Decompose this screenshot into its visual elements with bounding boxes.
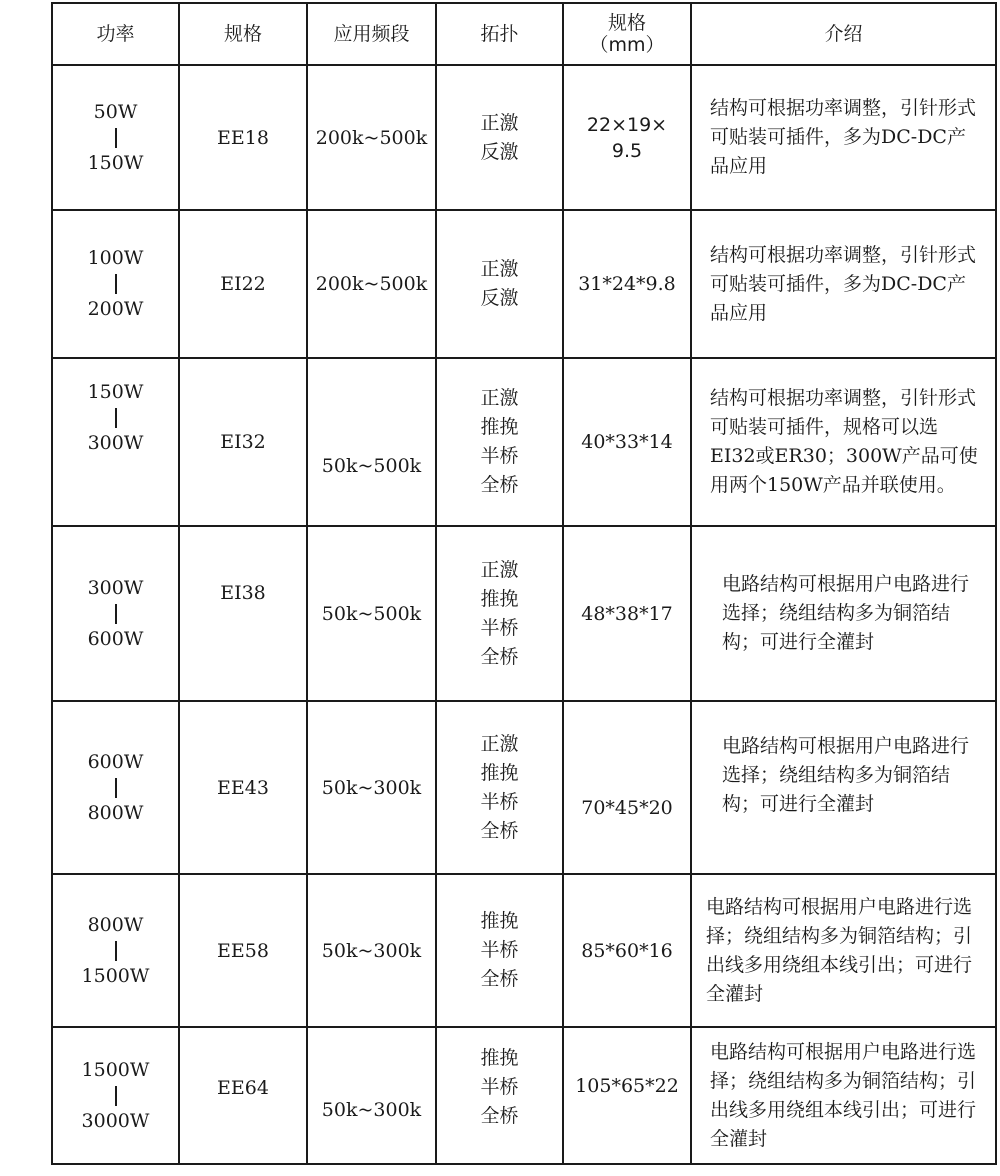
- header-size-line1: 规格: [607, 12, 646, 34]
- power-max: 200W: [87, 298, 144, 320]
- range-bar-icon: [115, 1086, 117, 1106]
- table-row: [52, 701, 996, 874]
- spec-cell: EI22: [179, 210, 307, 358]
- header-spec: 规格: [179, 3, 307, 65]
- power-min: 600W: [87, 750, 144, 773]
- spec-cell: EE18: [179, 65, 307, 210]
- power-max: 1500W: [81, 964, 150, 987]
- topology-item: 正激: [480, 387, 519, 409]
- topology-cell: [436, 1027, 563, 1164]
- transformer-spec-table: [51, 2, 997, 1165]
- size-cell: 85*60*16: [563, 874, 691, 1027]
- topology-item: 推挽: [480, 587, 519, 610]
- power-cell: [52, 701, 179, 874]
- power-cell: [52, 874, 179, 1027]
- size-cell: 31*24*9.8: [563, 210, 691, 358]
- table-row: [52, 526, 996, 701]
- topology-cell: [436, 65, 563, 210]
- power-max: 800W: [87, 801, 144, 824]
- topology-cell: [436, 210, 563, 358]
- power-max: 600W: [87, 627, 144, 650]
- spec-cell: EE43: [179, 701, 307, 874]
- topology-item: 全桥: [480, 1105, 519, 1127]
- power-max: 3000W: [81, 1109, 150, 1132]
- power-min: 50W: [93, 100, 138, 123]
- size-cell: 48*38*17: [563, 526, 691, 701]
- power-cell: [52, 358, 179, 526]
- header-topology: 拓扑: [436, 3, 563, 65]
- power-cell: [52, 1027, 179, 1164]
- intro-cell: 电路结构可根据用户电路进行选择；绕组结构多为铜箔结构；可进行全灌封: [691, 701, 996, 874]
- power-cell: [52, 526, 179, 701]
- topology-item: 全桥: [480, 474, 519, 496]
- intro-cell: 电路结构可根据用户电路进行选择；绕组结构多为铜箔结构；引出线多用绕组本线引出；可进行全灌封: [691, 874, 996, 1027]
- power-min: 100W: [87, 247, 144, 269]
- topology-item: 推挽: [480, 416, 519, 438]
- freq-cell: 50k~300k: [307, 874, 436, 1027]
- topology-item: 正激: [480, 258, 519, 280]
- header-freq: 应用频段: [307, 3, 436, 65]
- topology-item: 推挽: [480, 910, 519, 932]
- intro-cell: 电路结构可根据用户电路进行选择；绕组结构多为铜箔结构；引出线多用绕组本线引出；可进行全灌封: [691, 1027, 996, 1164]
- topology-cell: [436, 701, 563, 874]
- topology-item: 全桥: [480, 645, 519, 668]
- topology-item: 正激: [480, 558, 519, 581]
- header-size-line2: （mm）: [589, 34, 665, 56]
- header-size: [563, 3, 691, 65]
- range-bar-icon: [115, 128, 117, 148]
- topology-cell: [436, 358, 563, 526]
- range-bar-icon: [115, 274, 117, 294]
- table-row: [52, 210, 996, 358]
- header-power: 功率: [52, 3, 179, 65]
- range-bar-icon: [115, 604, 117, 624]
- freq-value: 50k~300k: [321, 1098, 422, 1121]
- freq-cell: 200k~500k: [307, 210, 436, 358]
- topology-item: 推挽: [480, 1047, 519, 1069]
- topology-item: 半桥: [480, 616, 519, 639]
- topology-item: 推挽: [480, 761, 519, 784]
- intro-cell: 电路结构可根据用户电路进行选择；绕组结构多为铜箔结构；可进行全灌封: [691, 526, 996, 701]
- power-cell: [52, 210, 179, 358]
- freq-cell: 50k~500k: [307, 526, 436, 701]
- intro-cell: 结构可根据功率调整，引针形式可贴装可插件，多为DC-DC产品应用: [691, 65, 996, 210]
- spec-cell: EI38: [179, 526, 307, 701]
- topology-item: 正激: [480, 732, 519, 755]
- power-min: 150W: [87, 381, 144, 403]
- power-max: 150W: [87, 151, 144, 174]
- size-cell: 70*45*20: [563, 701, 691, 874]
- power-min: 1500W: [81, 1058, 150, 1081]
- intro-cell: 结构可根据功率调整，引针形式可贴装可插件，规格可以选EI32或ER30；300W产品可使用两个150W产品并联使用。: [691, 358, 996, 526]
- topology-item: 半桥: [480, 445, 519, 467]
- range-bar-icon: [115, 778, 117, 798]
- spec-cell: EE64: [179, 1027, 307, 1164]
- table-row: [52, 358, 996, 526]
- topology-item: 全桥: [480, 819, 519, 842]
- topology-item: 半桥: [480, 939, 519, 961]
- intro-cell: 结构可根据功率调整，引针形式可贴装可插件，多为DC-DC产品应用: [691, 210, 996, 358]
- size-cell: 22×19×9.5: [563, 65, 691, 210]
- size-cell: 105*65*22: [563, 1027, 691, 1164]
- header-row: [52, 3, 996, 65]
- header-intro: 介绍: [691, 3, 996, 65]
- topology-item: 半桥: [480, 790, 519, 813]
- power-max: 300W: [87, 432, 144, 454]
- topology-cell: [436, 874, 563, 1027]
- freq-cell: 50k~300k: [307, 701, 436, 874]
- table-row: [52, 1027, 996, 1164]
- spec-cell: EI32: [179, 358, 307, 526]
- power-min: 800W: [87, 913, 144, 936]
- topology-item: 半桥: [480, 1076, 519, 1098]
- table-row: [52, 874, 996, 1027]
- range-bar-icon: [115, 941, 117, 961]
- size-cell: 40*33*14: [563, 358, 691, 526]
- freq-cell: [307, 1027, 436, 1164]
- topology-cell: [436, 526, 563, 701]
- topology-item: 正激: [480, 111, 519, 134]
- freq-cell: [307, 358, 436, 526]
- freq-cell: 200k~500k: [307, 65, 436, 210]
- freq-value: 50k~500k: [321, 455, 422, 477]
- table-row: [52, 65, 996, 210]
- power-min: 300W: [87, 576, 144, 599]
- topology-item: 全桥: [480, 968, 519, 990]
- topology-item: 反激: [480, 287, 519, 309]
- power-cell: [52, 65, 179, 210]
- spec-cell: EE58: [179, 874, 307, 1027]
- range-bar-icon: [115, 408, 117, 428]
- topology-item: 反激: [480, 140, 519, 163]
